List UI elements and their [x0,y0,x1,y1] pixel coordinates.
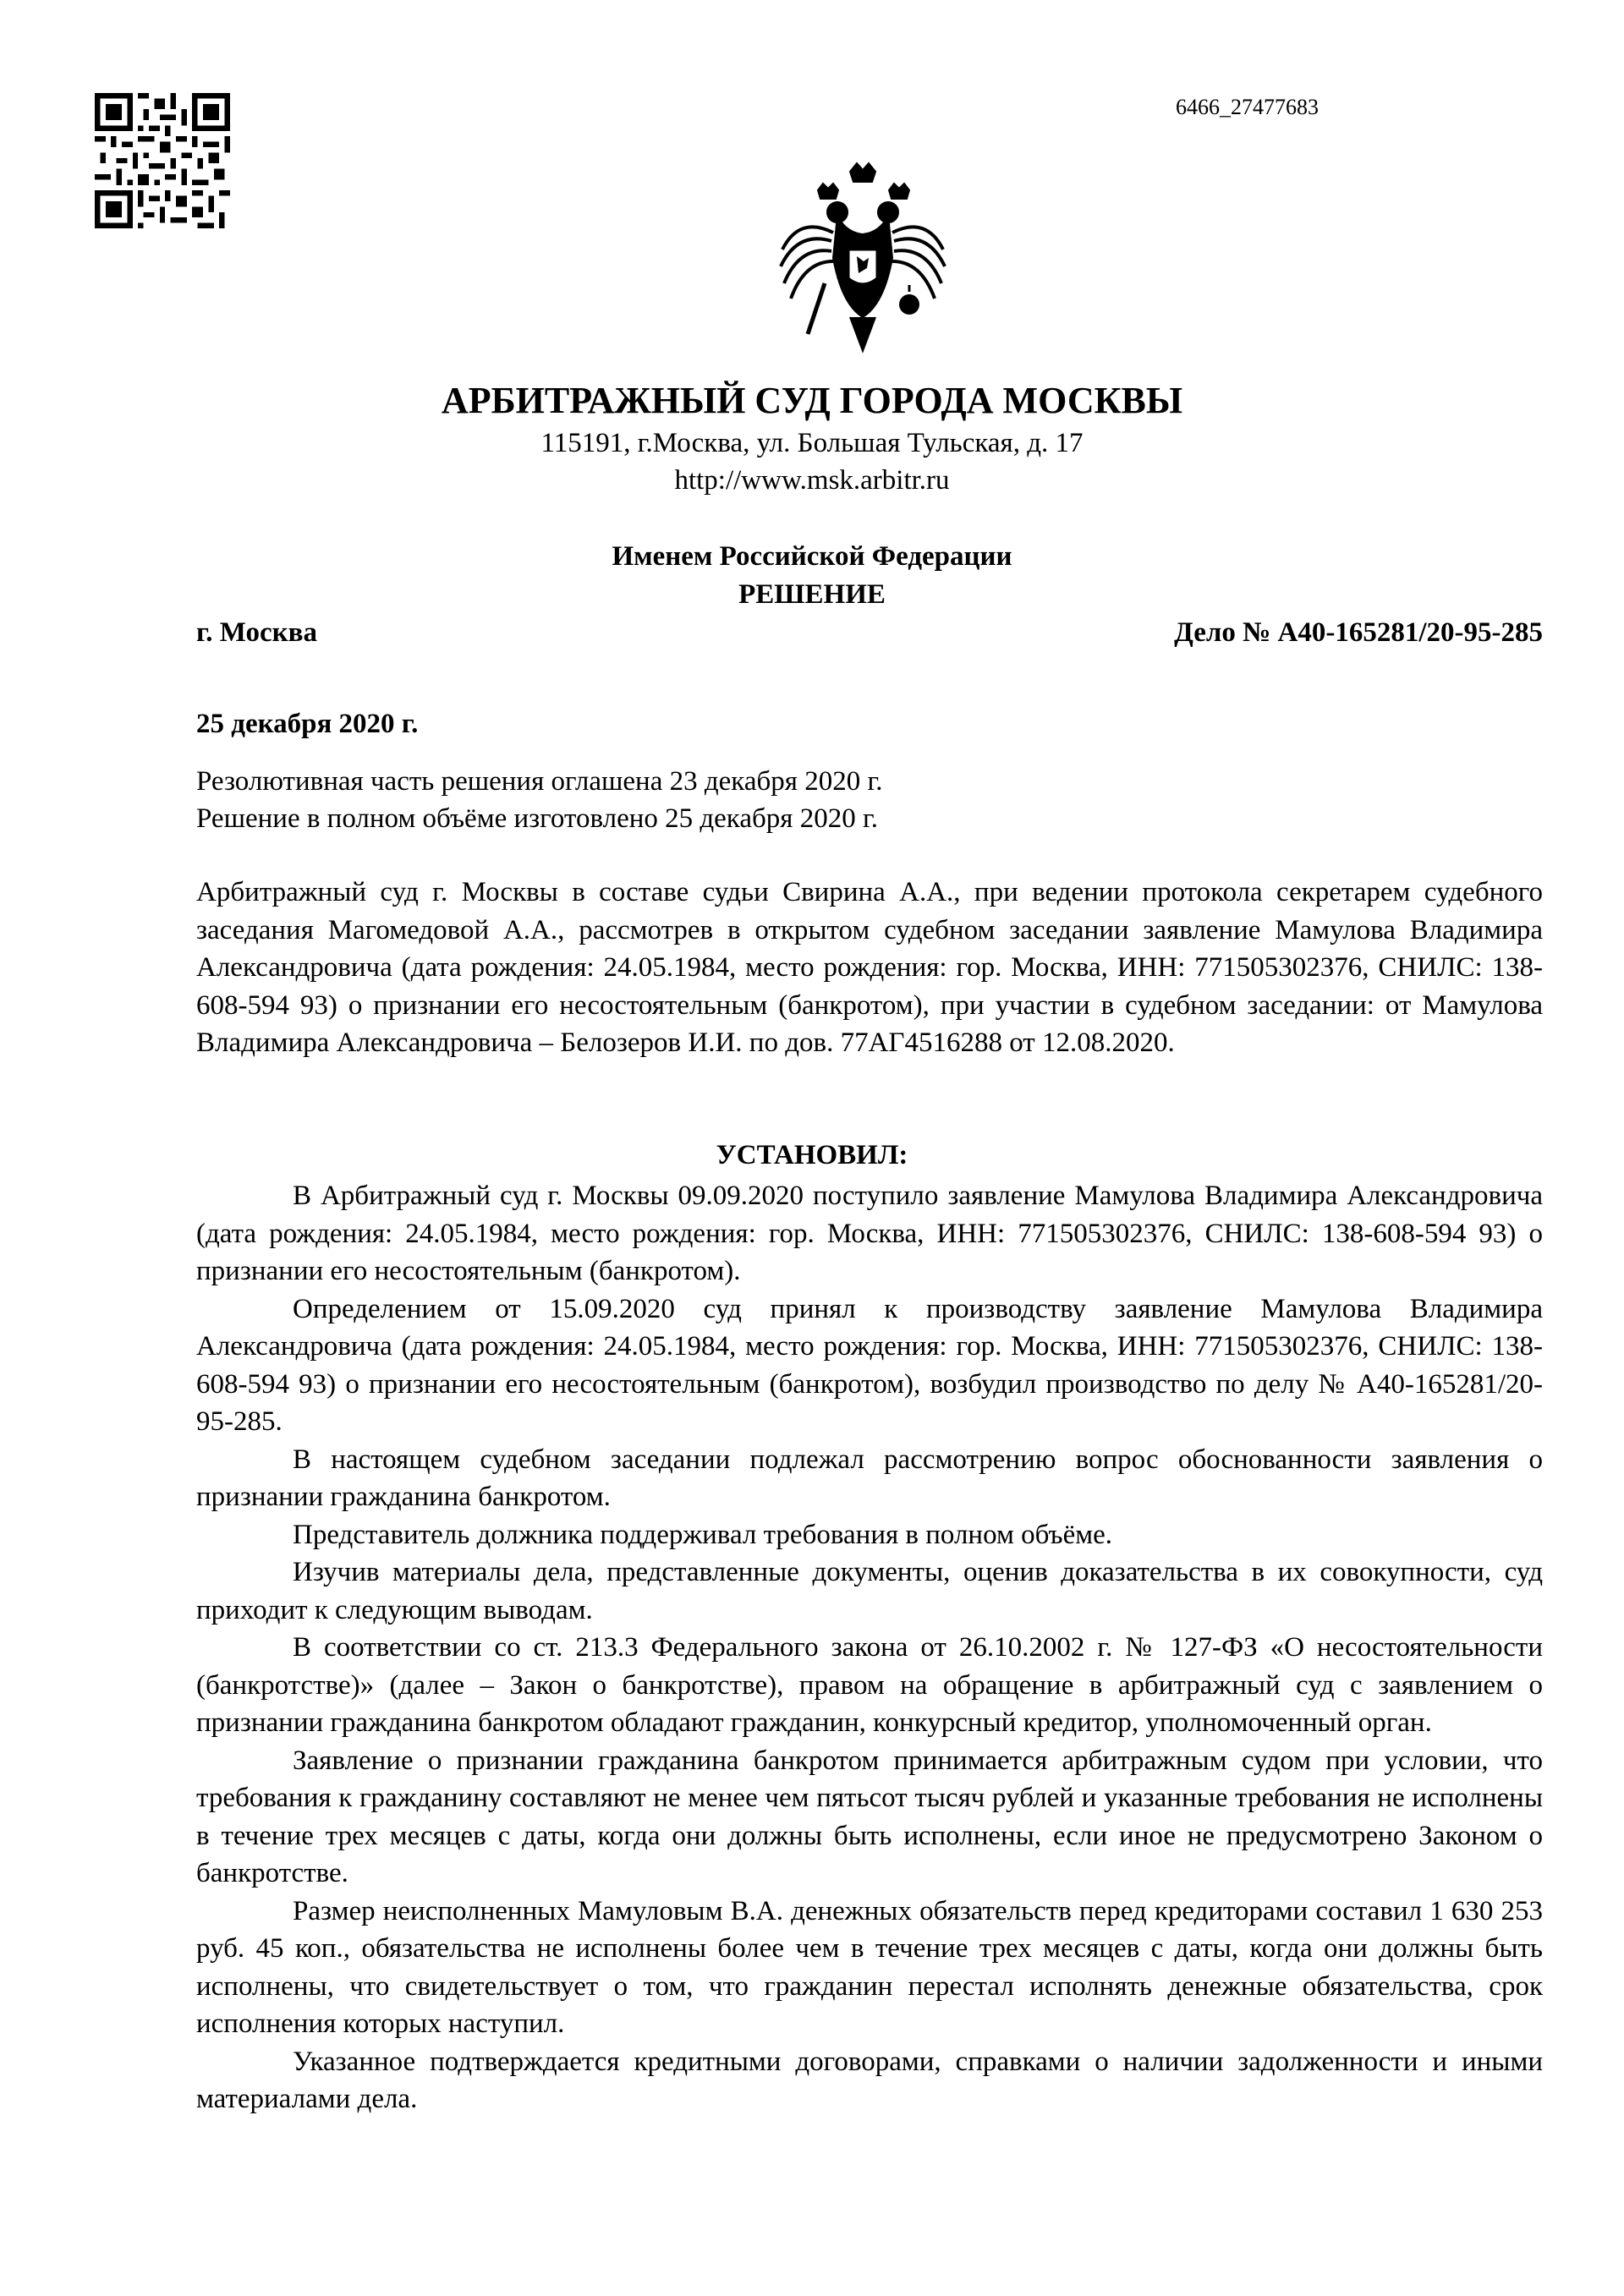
paragraph: Изучив материалы дела, представленные документы, оценив доказательства в их совокупности, суд приходит к следующим выводам. [196,1557,1543,1625]
full-decision-line: Решение в полном объёме изготовлено 25 декабря 2020 г. [196,803,879,834]
coat-of-arms-emblem [765,156,960,376]
paragraph: В настоящем судебном заседании подлежал рассмотрению вопрос обоснованности заявления о признании гражданина банкротом. [196,1444,1543,1512]
document-type-heading: РЕШЕНИЕ [738,579,886,610]
court-website: http://www.msk.arbitr.ru [674,465,950,496]
decision-date: 25 декабря 2020 г. [196,709,419,739]
paragraph: Определением от 15.09.2020 суд принял к производству заявление Мамулова Владимира Александровича (дата рождения: 24.05.1984, место рождения: гор. Москва, ИНН: 771505302376, СНИЛС: 138-608-594 93) о признании его несостоятельным (банкротом), возбудил производство по делу № А40-165281/20-95-285. [196,1293,1543,1437]
paragraph: В соответствии со ст. 213.3 Федерального закона от 26.10.2002 г. № 127-ФЗ «О несостоятельности (банкротстве)» (далее – Закон о банкротстве), правом на обращение в арбитражный суд с заявлением о признании гражданина банкротом обладают гражданин, конкурсный кредитор, уполномоченный орган. [196,1632,1543,1738]
resolution-announced-line: Резолютивная часть решения оглашена 23 декабря 2020 г. [196,766,883,797]
intro-paragraph-text: Арбитражный суд г. Москвы в составе судьи Свирина А.А., при ведении протокола секретарем судебного заседания Магомедовой А.А., рассмотрев в открытом судебном заседании заявление Мамулова Владимира Александровича (дата рождения: 24.05.1984, место рождения: гор. Москва, ИНН: 771505302376, СНИЛС: 138-608-594 93) о признании его несостоятельным (банкротом), при участии в судебном заседании: от Мамулова Владимира Александровича – Белозеров И.И. по дов. 77АГ4516288 от 12.08.2020. [196,877,1543,1058]
paragraph: Представитель должника поддерживал требования в полном объёме. [293,1519,1113,1550]
qr-code [95,93,230,228]
paragraph: Заявление о признании гражданина банкротом принимается арбитражным судом при условии, что требования к гражданину составляют не менее чем пятьсот тысяч рублей и указанные требования не исполнены в течение трех месяцев с даты, когда они должны быть исполнены, если иное не предусмотрено Законом о банкротстве. [196,1745,1543,1888]
case-number: Дело № А40-165281/20-95-285 [1174,617,1543,648]
document-id: 6466_27477683 [1176,95,1319,119]
paragraph: В Арбитражный суд г. Москвы 09.09.2020 поступило заявление Мамулова Владимира Александровича (дата рождения: 24.05.1984, место рождения: гор. Москва, ИНН: 771505302376, СНИЛС: 138-608-594 93) о признании его несостоятельным (банкротом). [196,1181,1543,1286]
intro-paragraph [196,874,1543,1062]
established-section [196,1177,1543,2118]
in-name-of-heading: Именем Российской Федерации [612,541,1012,572]
section-heading: УСТАНОВИЛ: [716,1140,908,1170]
paragraph: Размер неисполненных Мамуловым В.А. денежных обязательств перед кредиторами составил 1 630 253 руб. 45 коп., обязательства не исполнены более чем в течение трех месяцев с даты, когда они должны быть исполнены, что свидетельствует о том, что гражданин перестал исполнять денежные обязательства, срок исполнения которых наступил. [196,1895,1543,2039]
court-name: АРБИТРАЖНЫЙ СУД ГОРОДА МОСКВЫ [441,380,1183,421]
court-address: 115191, г.Москва, ул. Большая Тульская, д. 17 [540,428,1084,458]
paragraph: Указанное подтверждается кредитными договорами, справками о наличии задолженности и иными материалами дела. [196,2046,1543,2114]
city: г. Москва [196,617,317,648]
